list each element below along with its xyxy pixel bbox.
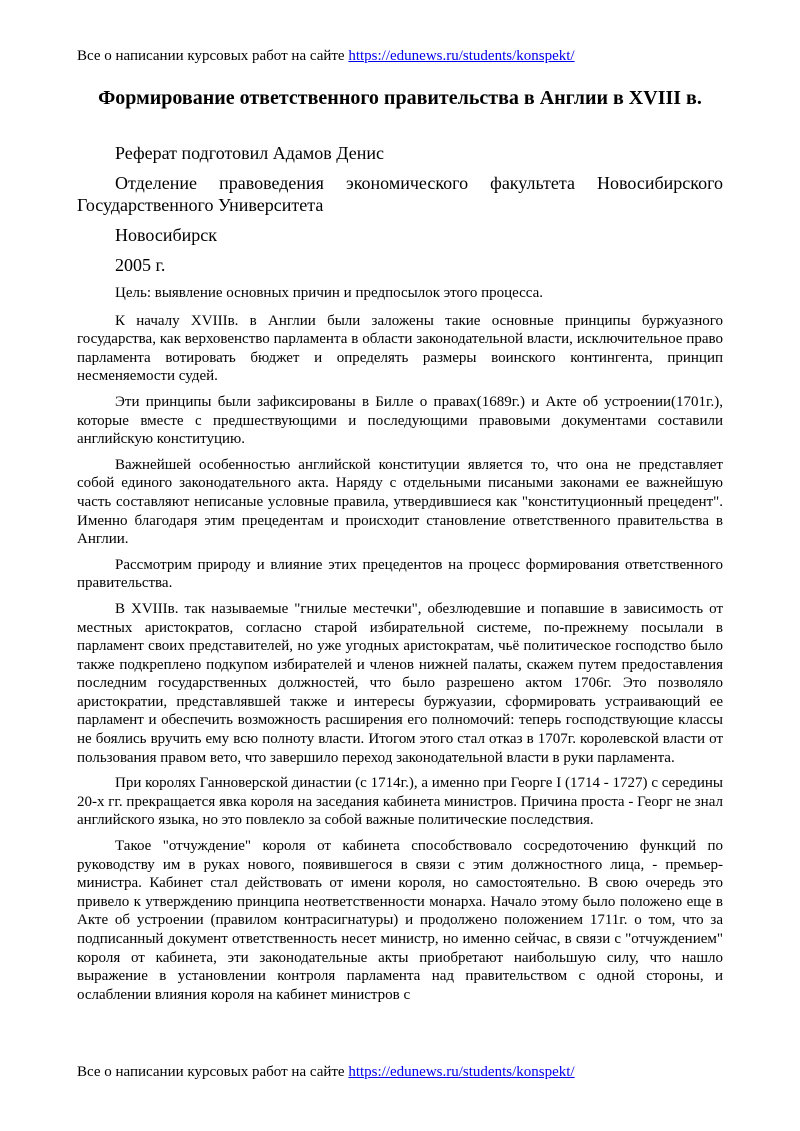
page-header <box>77 48 575 65</box>
document-body <box>77 142 723 1011</box>
page-footer <box>77 1064 575 1081</box>
paragraph: При королях Ганноверской династии (с 1714г.), а именно при Георге I (1714 - 1727) с середины 20-х гг. прекращается явка короля на заседания кабинета министров. Причина проста - Георг не знал английского языка, но это повлекло за собой важные политические последствия. <box>77 775 723 829</box>
paragraph: Такое "отчуждение" короля от кабинета способствовало сосредоточению функций по руководству им в руках нового, появившегося в связи с этим должностного лица, - премьер-министра. Кабинет стал действовать от имени короля, но самостоятельно. В свою очередь это привело к утверждению принципа неответственности монарха. Начало этому было положено еще в Акте об устроении (правилом контрасигнатуры) и продолжено положением 1711г. о том, что за подписанный документ ответственность несет министр, но именно сейчас, в связи с "отчуждением" короля от кабинета, эти законодательные акты приобретают наибольшую силу, что нашло выражение в установлении контроля парламента над правительством с одной стороны, и ослаблении влияния короля на кабинет министров с <box>77 838 723 1003</box>
city-line: Новосибирск <box>115 225 217 245</box>
footer-link[interactable]: https://edunews.ru/students/konspekt/ <box>348 1064 575 1080</box>
paragraph: Рассмотрим природу и влияние этих прецедентов на процесс формирования ответственного правительства. <box>77 556 723 592</box>
author-line: Реферат подготовил Адамов Денис <box>115 143 385 163</box>
paragraph: Эти принципы были зафиксированы в Билле о правах(1689г.) и Акте об устроении(1701г.), которые вместе с предшествующими и последующими правовыми документами составили английскую конституцию. <box>77 393 723 448</box>
department-line: Отделение правоведения экономического факультета Новосибирского Государственного Университета <box>77 173 723 215</box>
header-text: Все о написании курсовых работ на сайте <box>77 48 349 64</box>
footer-text: Все о написании курсовых работ на сайте <box>77 1064 349 1080</box>
header-link[interactable]: https://edunews.ru/students/konspekt/ <box>348 48 575 64</box>
paragraph-goal: Цель: выявление основных причин и предпосылок этого процесса. <box>115 285 544 301</box>
paragraph: К началу XVIIIв. в Англии были заложены такие основные принципы буржуазного государства, как верховенство парламента в области законодательной власти, исключительное право парламента вотировать бюджет и определять размеры воинского контингента, принцип несменяемости судей. <box>77 312 723 385</box>
year-line: 2005 г. <box>115 255 166 275</box>
paragraph: В XVIIIв. так называемые "гнилые местечки", обезлюдевшие и попавшие в зависимость от местных аристократов, согласно старой избирательной системе, по-прежнему посылали в парламент своих представителей, но уже угодных аристократам, чьё политическое господство было также подкреплено подкупом избирателей и членов нижней палаты, скажем путем предоставления последним государственных должностей, что было разрешено актом 1706г. Это позволяло аристократии, представлявшей также и интересы буржуазии, сформировать устраивающий ее парламент и обеспечить возможность расширения его полномочий: теперь господствующие классы не боялись вручить ему всю полноту власти. Итогом этого стал отказ в 1707г. королевской власти от пользования правом вето, что завершило переход законодательной власти в руки парламента. <box>77 600 723 766</box>
paragraph: Важнейшей особенностью английской конституции является то, что она не представляет собой единого законодательного акта. Наряду с отдельными писаными законами ее важнейшую часть составляют неписаные условные правила, утвердившиеся как "конституционный прецедент". Именно благодаря этим прецедентам и происходит становление ответственного правительства в Англии. <box>77 456 723 548</box>
document-title: Формирование ответственного правительства в Англии в XVIII в. <box>98 87 702 109</box>
